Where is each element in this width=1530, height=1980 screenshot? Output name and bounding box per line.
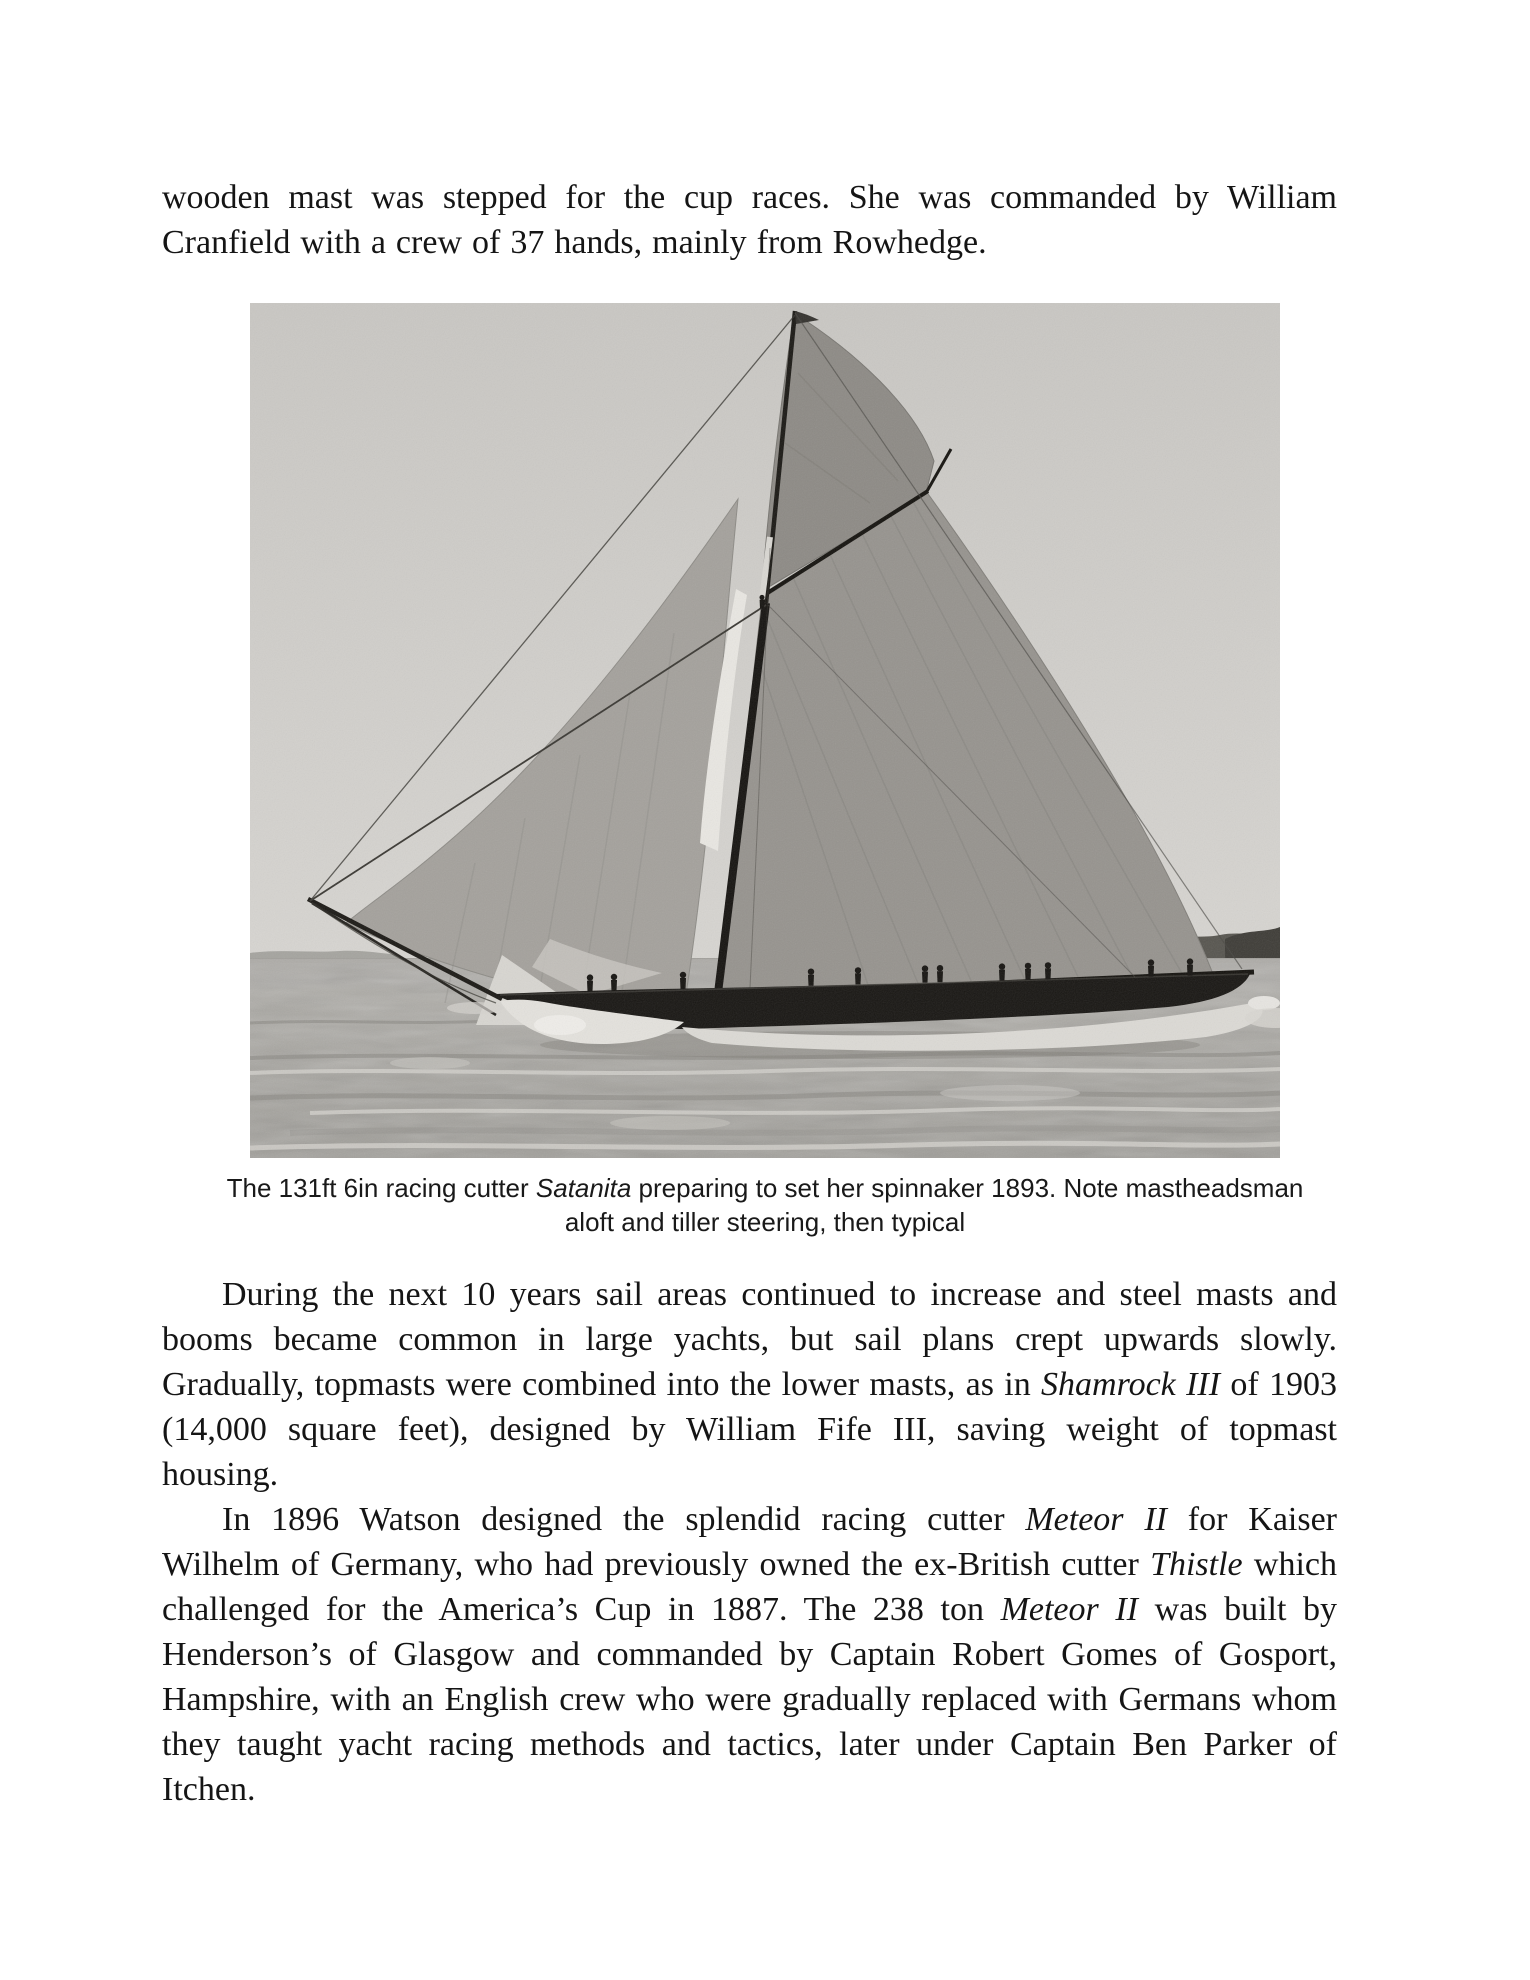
paragraph-continuation: wooden mast was stepped for the cup races. She was commanded by William Cranfield with a crew of 37 hands, mainly from Rowhedge. [162, 179, 1337, 261]
caption-line-2: aloft and tiller steering, then typical [564, 1207, 966, 1237]
yacht-photo-canvas [250, 303, 1280, 1158]
caption-line-1: The 131ft 6in racing cutter Satanita preparing to set her spinnaker 1893. Note mastheadsman [226, 1173, 1304, 1203]
yacht-photo [250, 303, 1280, 1158]
photo-caption [177, 1171, 1353, 1239]
paragraph-sail-areas: During the next 10 years sail areas continued to increase and steel masts and booms became common in large yachts, but sail plans crept upwards slowly. Gradually, topmasts were combined into the lower masts, as in Shamrock III of 1903 (14,000 square feet), designed by William Fife III, saving weight of topmast housing. [162, 1276, 1338, 1493]
body-text [162, 1272, 1337, 1812]
paragraph-meteor: In 1896 Watson designed the splendid racing cutter Meteor II for Kaiser Wilhelm of Germany, who had previously owned the ex-British cutter Thistle which challenged for the America’s Cup in 1887. The 238 ton Meteor II was built by Henderson’s of Glasgow and commanded by Captain Robert Gomes of Gosport, Hampshire, with an English crew who were gradually replaced with Germans whom they taught yacht racing methods and tactics, later under Captain Ben Parker of Itchen. [162, 1501, 1338, 1808]
film-grain-overlay [250, 303, 1280, 1158]
